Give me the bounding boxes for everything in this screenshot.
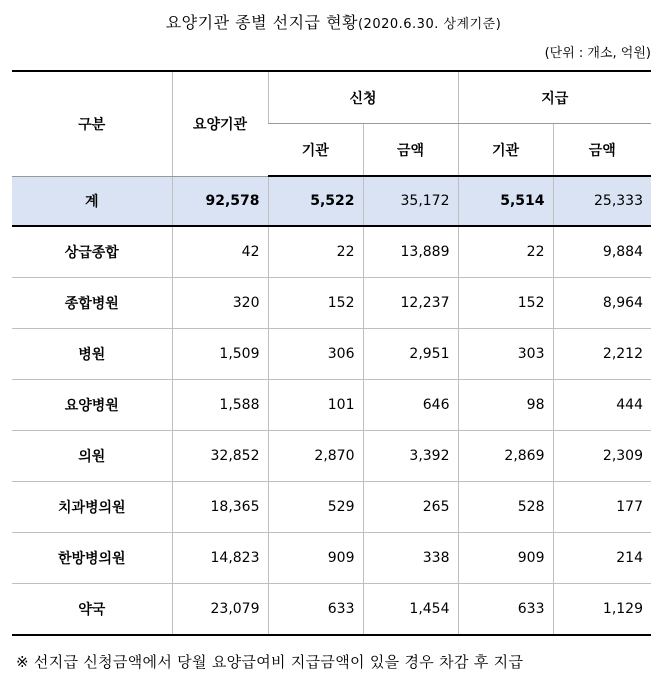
total-label: 계 [12,176,172,226]
row-label: 한방병의원 [12,533,172,584]
table-row [12,482,651,533]
row-paid-amount: 2,309 [553,431,651,482]
table-row [12,329,651,380]
row-label: 종합병원 [12,278,172,329]
row-applied-count: 2,870 [268,431,363,482]
row-applied-count: 633 [268,584,363,636]
total-paid-count: 5,514 [458,176,553,226]
row-paid-count: 633 [458,584,553,636]
row-applied-amount: 338 [363,533,458,584]
header-paid-amount: 금액 [553,124,651,177]
row-applied-amount: 2,951 [363,329,458,380]
row-paid-amount: 8,964 [553,278,651,329]
row-applied-amount: 265 [363,482,458,533]
header-category: 구분 [12,71,172,176]
row-institutions: 1,509 [172,329,268,380]
table-row [12,226,651,278]
row-applied-count: 22 [268,226,363,278]
row-applied-count: 306 [268,329,363,380]
title-sub: (2020.6.30. 상계기준) [357,17,502,32]
row-paid-count: 152 [458,278,553,329]
header-applied: 신청 [268,71,458,124]
title-main: 요양기관 종별 선지급 현황 [165,13,358,32]
table-row [12,380,651,431]
total-applied-count: 5,522 [268,176,363,226]
row-applied-count: 909 [268,533,363,584]
table-row [12,431,651,482]
row-paid-count: 303 [458,329,553,380]
header-institutions: 요양기관 [172,71,268,176]
total-row [12,176,651,226]
row-label: 상급종합 [12,226,172,278]
row-paid-count: 2,869 [458,431,553,482]
row-label: 약국 [12,584,172,636]
row-institutions: 32,852 [172,431,268,482]
prepayment-table [12,70,651,636]
row-paid-count: 22 [458,226,553,278]
row-label: 의원 [12,431,172,482]
row-applied-count: 529 [268,482,363,533]
row-applied-amount: 646 [363,380,458,431]
table-row [12,584,651,636]
row-label: 병원 [12,329,172,380]
row-applied-count: 101 [268,380,363,431]
row-institutions: 23,079 [172,584,268,636]
document-title [0,10,667,33]
row-institutions: 1,588 [172,380,268,431]
row-applied-amount: 3,392 [363,431,458,482]
header-paid: 지급 [458,71,651,124]
row-paid-count: 528 [458,482,553,533]
table-row [12,278,651,329]
footnote: ※ 선지급 신청금액에서 당월 요양급여비 지급금액이 있을 경우 차감 후 지급 [16,653,524,671]
header-applied-count: 기관 [268,124,363,177]
row-applied-amount: 13,889 [363,226,458,278]
total-paid-amount: 25,333 [553,176,651,226]
table-row [12,533,651,584]
row-paid-count: 909 [458,533,553,584]
row-applied-amount: 12,237 [363,278,458,329]
row-label: 치과병의원 [12,482,172,533]
header-paid-count: 기관 [458,124,553,177]
row-paid-amount: 444 [553,380,651,431]
header-applied-amount: 금액 [363,124,458,177]
row-paid-amount: 177 [553,482,651,533]
row-paid-amount: 9,884 [553,226,651,278]
row-institutions: 42 [172,226,268,278]
row-institutions: 18,365 [172,482,268,533]
row-institutions: 14,823 [172,533,268,584]
row-paid-amount: 214 [553,533,651,584]
row-applied-count: 152 [268,278,363,329]
row-label: 요양병원 [12,380,172,431]
total-applied-amount: 35,172 [363,176,458,226]
total-institutions: 92,578 [172,176,268,226]
unit-label: (단위 : 개소, 억원) [544,46,651,61]
row-paid-count: 98 [458,380,553,431]
row-paid-amount: 1,129 [553,584,651,636]
row-paid-amount: 2,212 [553,329,651,380]
row-applied-amount: 1,454 [363,584,458,636]
row-institutions: 320 [172,278,268,329]
